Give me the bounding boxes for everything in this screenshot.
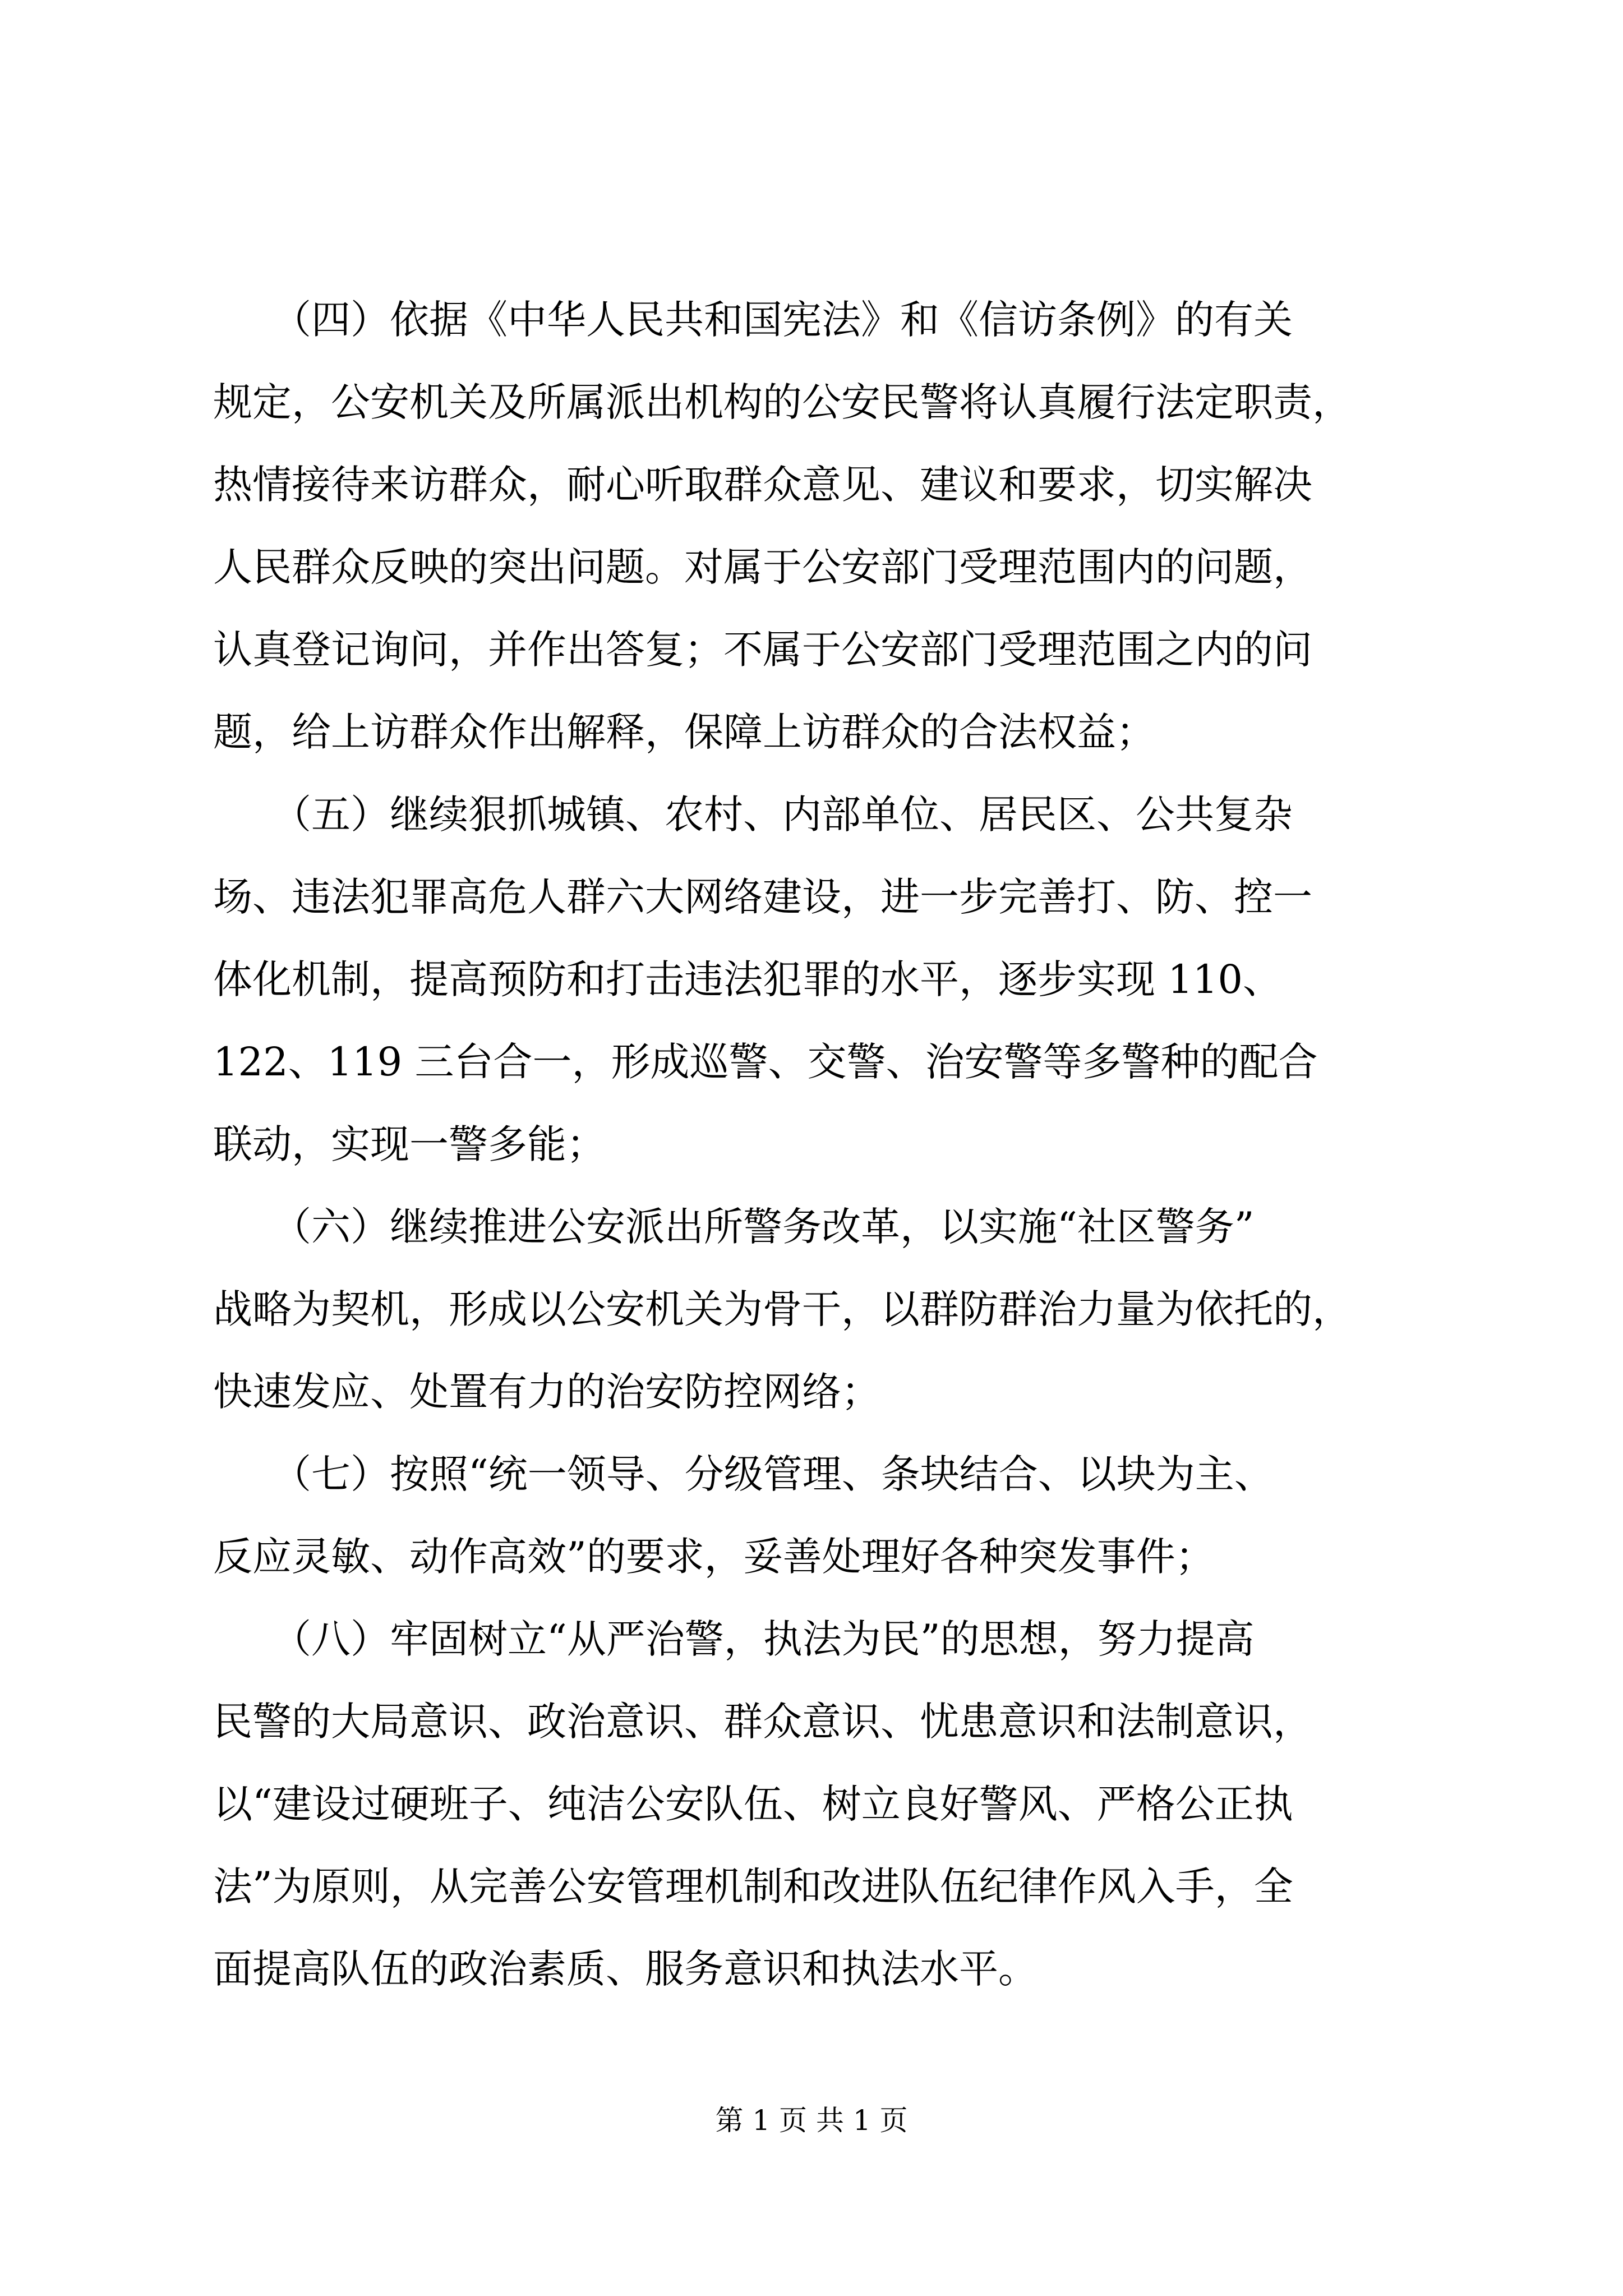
text-line: 联动，实现一警多能； (213, 1121, 606, 1167)
text-line: 题，给上访群众作出解释，保障上访群众的合法权益； (213, 709, 1155, 755)
text-line: 快速发应、处置有力的治安防控网络； (213, 1369, 880, 1415)
text-line: 反应灵敏、动作高效”的要求，妥善处理好各种突发事件； (213, 1534, 1215, 1580)
text-line: （四）依据《中华人民共和国宪法》和《信访条例》的有关 (213, 297, 1293, 343)
text-line: 体化机制，提高预防和打击违法犯罪的水平，逐步实现 110、 (213, 956, 1282, 1002)
text-line: （八）牢固树立“从严治警，执法为民”的思想，努力提高 (213, 1616, 1255, 1662)
text-line: 规定，公安机关及所属派出机构的公安民警将认真履行法定职责， (213, 379, 1352, 425)
text-line: 以“建设过硬班子、纯洁公安队伍、树立良好警风、严格公正执 (213, 1781, 1293, 1827)
text-line: （七）按照“统一领导、分级管理、条块结合、以块为主、 (213, 1451, 1274, 1497)
text-line: 民警的大局意识、政治意识、群众意识、忧患意识和法制意识， (213, 1699, 1312, 1745)
text-line: 法”为原则，从完善公安管理机制和改进队伍纪律作风入手，全 (213, 1864, 1293, 1910)
text-line: 战略为契机，形成以公安机关为骨干，以群防群治力量为依托的， (213, 1286, 1352, 1332)
text-line: 场、违法犯罪高危人群六大网络建设，进一步完善打、防、控一 (213, 874, 1312, 920)
text-line: 认真登记询问，并作出答复；不属于公安部门受理范围之内的问 (213, 627, 1312, 673)
text-line: 人民群众反映的突出问题。对属于公安部门受理范围内的问题， (213, 544, 1312, 590)
text-line: （五）继续狠抓城镇、农村、内部单位、居民区、公共复杂 (213, 792, 1293, 838)
text-line: 热情接待来访群众，耐心听取群众意见、建议和要求，切实解决 (213, 462, 1312, 508)
text-line: （六）继续推进公安派出所警务改革，以实施“社区警务” (213, 1204, 1255, 1250)
text-line: 122、119 三台合一，形成巡警、交警、治安警等多警种的配合 (213, 1039, 1318, 1085)
page-number-footer: 第 1 页 共 1 页 (715, 2104, 908, 2137)
text-line: 面提高队伍的政治素质、服务意识和执法水平。 (213, 1946, 1038, 1992)
